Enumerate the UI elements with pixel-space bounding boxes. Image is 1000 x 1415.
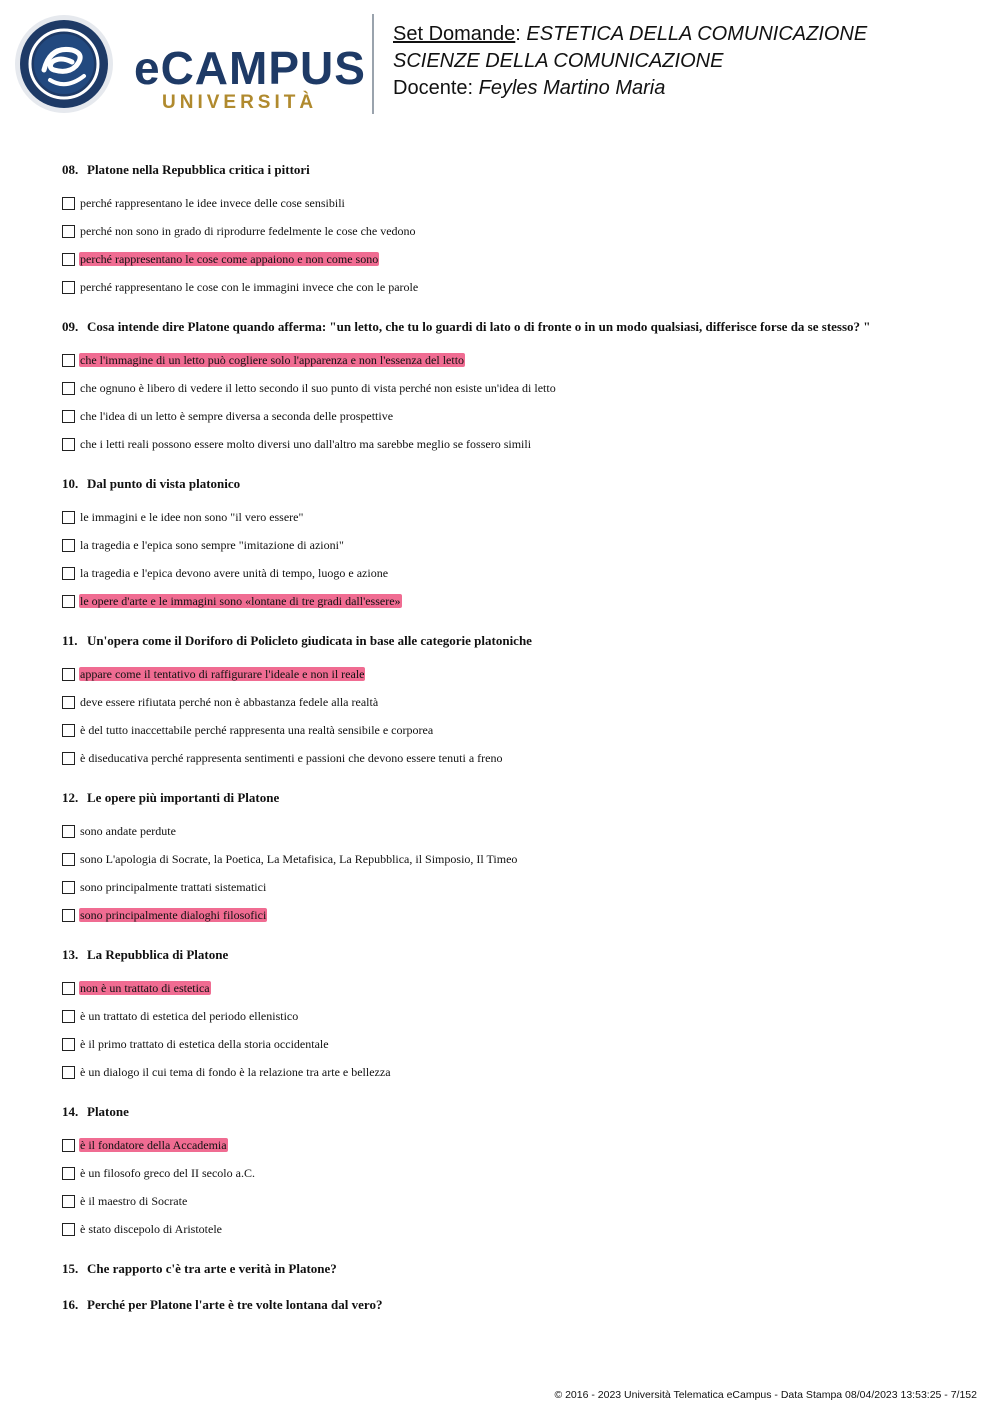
answer-text: è stato discepolo di Aristotele: [80, 1222, 222, 1236]
answer-text: è il primo trattato di estetica della storia occidentale: [80, 1037, 329, 1051]
answer-text: le immagini e le idee non sono "il vero essere": [80, 510, 304, 524]
answer-checkbox[interactable]: [62, 1195, 75, 1208]
answer-checkbox[interactable]: [62, 225, 75, 238]
answer-option[interactable]: [62, 1002, 942, 1030]
question-title: [62, 1259, 942, 1279]
question-11: [62, 631, 942, 772]
answer-checkbox[interactable]: [62, 281, 75, 294]
answer-option[interactable]: [62, 974, 942, 1002]
question-08: [62, 160, 942, 301]
question-number: 12.: [62, 790, 79, 805]
question-15: [62, 1259, 942, 1279]
answer-checkbox[interactable]: [62, 752, 75, 765]
question-title: [62, 631, 942, 651]
answer-text-highlighted: appare come il tentativo di raffigurare l'ideale e non il reale: [80, 667, 365, 681]
answer-text-highlighted: non è un trattato di estetica: [80, 981, 210, 995]
answer-checkbox[interactable]: [62, 1066, 75, 1079]
logo-sub-text: UNIVERSITÀ: [162, 92, 318, 113]
set-course: ESTETICA DELLA COMUNICAZIONE: [526, 23, 868, 45]
answer-option[interactable]: [62, 1215, 942, 1243]
answer-checkbox[interactable]: [62, 197, 75, 210]
set-label: Set Domande: [393, 23, 516, 45]
answer-text-highlighted: le opere d'arte e le immagini sono «lontane di tre gradi dall'essere»: [80, 594, 401, 608]
answer-checkbox[interactable]: [62, 881, 75, 894]
answer-checkbox[interactable]: [62, 1038, 75, 1051]
question-text: La Repubblica di Platone: [87, 947, 229, 962]
answer-checkbox[interactable]: [62, 1010, 75, 1023]
question-title: [62, 160, 942, 180]
question-text: Che rapporto c'è tra arte e verità in Platone?: [87, 1261, 337, 1276]
answer-text: è un filosofo greco del II secolo a.C.: [80, 1166, 255, 1180]
answer-checkbox[interactable]: [62, 567, 75, 580]
answer-option[interactable]: [62, 1058, 942, 1086]
question-number: 13.: [62, 947, 79, 962]
degree-line: [393, 48, 867, 75]
answer-text-highlighted: sono principalmente dialoghi filosofici: [80, 908, 267, 922]
question-list: [62, 160, 942, 1331]
answer-text: che ognuno è libero di vedere il letto secondo il suo punto di vista perché non esiste un'idea di letto: [80, 381, 556, 395]
answer-option[interactable]: [62, 901, 942, 929]
answer-option[interactable]: [62, 744, 942, 772]
ecampus-logo-icon: [14, 14, 364, 118]
answer-option[interactable]: [62, 402, 942, 430]
answer-option[interactable]: [62, 374, 942, 402]
question-text: Le opere più importanti di Platone: [87, 790, 280, 805]
answer-text: deve essere rifiutata perché non è abbastanza fedele alla realtà: [80, 695, 379, 709]
teacher-name: Feyles Martino Maria: [478, 77, 666, 99]
answer-option[interactable]: [62, 245, 942, 273]
answer-option[interactable]: [62, 559, 942, 587]
page-header: [0, 0, 1000, 130]
answer-text: la tragedia e l'epica sono sempre "imitazione di azioni": [80, 538, 344, 552]
header-divider: [372, 14, 374, 114]
question-text: Cosa intende dire Platone quando afferma: "un letto, che tu lo guardi di lato o di fronte o in un modo qualsiasi, differisce forse da se stesso? ": [87, 319, 871, 334]
answer-text: che l'idea di un letto è sempre diversa a seconda delle prospettive: [80, 409, 394, 423]
question-16: [62, 1295, 942, 1315]
degree-name: SCIENZE DELLA COMUNICAZIONE: [393, 50, 724, 72]
question-number: 14.: [62, 1104, 79, 1119]
answer-checkbox[interactable]: [62, 696, 75, 709]
answer-option[interactable]: [62, 1159, 942, 1187]
answer-option[interactable]: [62, 716, 942, 744]
logo-brand-text: eCAMPUS: [134, 42, 364, 94]
answer-option[interactable]: [62, 660, 942, 688]
answer-checkbox[interactable]: [62, 410, 75, 423]
answer-option[interactable]: [62, 430, 942, 458]
answer-text: perché rappresentano le idee invece delle cose sensibili: [80, 196, 345, 210]
answer-text: perché rappresentano le cose con le immagini invece che con le parole: [80, 280, 419, 294]
answer-checkbox[interactable]: [62, 853, 75, 866]
answer-text-highlighted: è il fondatore della Accademia: [80, 1138, 227, 1152]
question-number: 15.: [62, 1261, 79, 1276]
set-info: [393, 21, 867, 102]
question-title: [62, 788, 942, 808]
question-title: [62, 1102, 942, 1122]
answer-checkbox[interactable]: [62, 382, 75, 395]
answer-checkbox[interactable]: [62, 595, 75, 608]
answer-option[interactable]: [62, 873, 942, 901]
question-09: [62, 317, 942, 458]
question-14: [62, 1102, 942, 1243]
question-13: [62, 945, 942, 1086]
answer-option[interactable]: [62, 531, 942, 559]
question-text: Platone nella Repubblica critica i pittori: [87, 162, 310, 177]
answer-checkbox[interactable]: [62, 354, 75, 367]
question-number: 08.: [62, 162, 79, 177]
answer-option[interactable]: [62, 217, 942, 245]
teacher-line: [393, 75, 867, 102]
question-text: Platone: [87, 1104, 129, 1119]
answer-text: sono principalmente trattati sistematici: [80, 880, 267, 894]
answer-text: la tragedia e l'epica devono avere unità di tempo, luogo e azione: [80, 566, 389, 580]
answer-text: è un dialogo il cui tema di fondo è la relazione tra arte e bellezza: [80, 1065, 391, 1079]
answer-text: sono L'apologia di Socrate, la Poetica, La Metafisica, La Repubblica, il Simposio, Il Timeo: [80, 852, 518, 866]
answer-option[interactable]: [62, 1131, 942, 1159]
question-title: [62, 317, 942, 337]
question-number: 09.: [62, 319, 79, 334]
answer-text: è un trattato di estetica del periodo ellenistico: [80, 1009, 299, 1023]
answer-option[interactable]: [62, 273, 942, 301]
set-line: Set Domande: ESTETICA DELLA COMUNICAZIONE: [393, 23, 868, 45]
answer-option[interactable]: [62, 817, 942, 845]
answer-checkbox[interactable]: [62, 668, 75, 681]
question-text: Dal punto di vista platonico: [87, 476, 241, 491]
answer-checkbox[interactable]: [62, 1223, 75, 1236]
answer-option[interactable]: [62, 587, 942, 615]
answer-text: sono andate perdute: [80, 824, 176, 838]
teacher-label: Docente:: [393, 77, 474, 99]
question-number: 10.: [62, 476, 79, 491]
answer-text-highlighted: perché rappresentano le cose come appaiono e non come sono: [80, 252, 379, 266]
answer-checkbox[interactable]: [62, 982, 75, 995]
question-number: 16.: [62, 1297, 79, 1312]
answer-text: perché non sono in grado di riprodurre fedelmente le cose che vedono: [80, 224, 416, 238]
answer-checkbox[interactable]: [62, 909, 75, 922]
answer-checkbox[interactable]: [62, 1167, 75, 1180]
answer-option[interactable]: [62, 845, 942, 873]
question-text: Un'opera come il Doriforo di Policleto giudicata in base alle categorie platoniche: [87, 633, 532, 648]
answer-text: è diseducativa perché rappresenta sentimenti e passioni che devono essere tenuti a freno: [80, 751, 503, 765]
answer-checkbox[interactable]: [62, 539, 75, 552]
question-number: 11.: [62, 633, 78, 648]
question-text: Perché per Platone l'arte è tre volte lontana dal vero?: [87, 1297, 383, 1312]
answer-checkbox[interactable]: [62, 1139, 75, 1152]
answer-text: è del tutto inaccettabile perché rappresenta una realtà sensibile e corporea: [80, 723, 434, 737]
page-footer: © 2016 - 2023 Università Telematica eCampus - Data Stampa 08/04/2023 13:53:25 - 7/152: [554, 1389, 977, 1401]
answer-checkbox[interactable]: [62, 253, 75, 266]
answer-checkbox[interactable]: [62, 825, 75, 838]
answer-option[interactable]: [62, 189, 942, 217]
question-12: [62, 788, 942, 929]
answer-checkbox[interactable]: [62, 724, 75, 737]
answer-option[interactable]: [62, 346, 942, 374]
answer-option[interactable]: [62, 688, 942, 716]
question-title: [62, 474, 942, 494]
answer-option[interactable]: [62, 1030, 942, 1058]
answer-checkbox[interactable]: [62, 511, 75, 524]
answer-text: che i letti reali possono essere molto diversi uno dall'altro ma sarebbe meglio se fossero simili: [80, 437, 532, 451]
answer-checkbox[interactable]: [62, 438, 75, 451]
answer-text-highlighted: che l'immagine di un letto può cogliere solo l'apparenza e non l'essenza del letto: [80, 353, 465, 367]
question-title: [62, 1295, 942, 1315]
question-10: [62, 474, 942, 615]
question-title: [62, 945, 942, 965]
ecampus-logo: [14, 14, 364, 118]
answer-option[interactable]: [62, 1187, 942, 1215]
answer-option[interactable]: [62, 503, 942, 531]
answer-text: è il maestro di Socrate: [80, 1194, 188, 1208]
